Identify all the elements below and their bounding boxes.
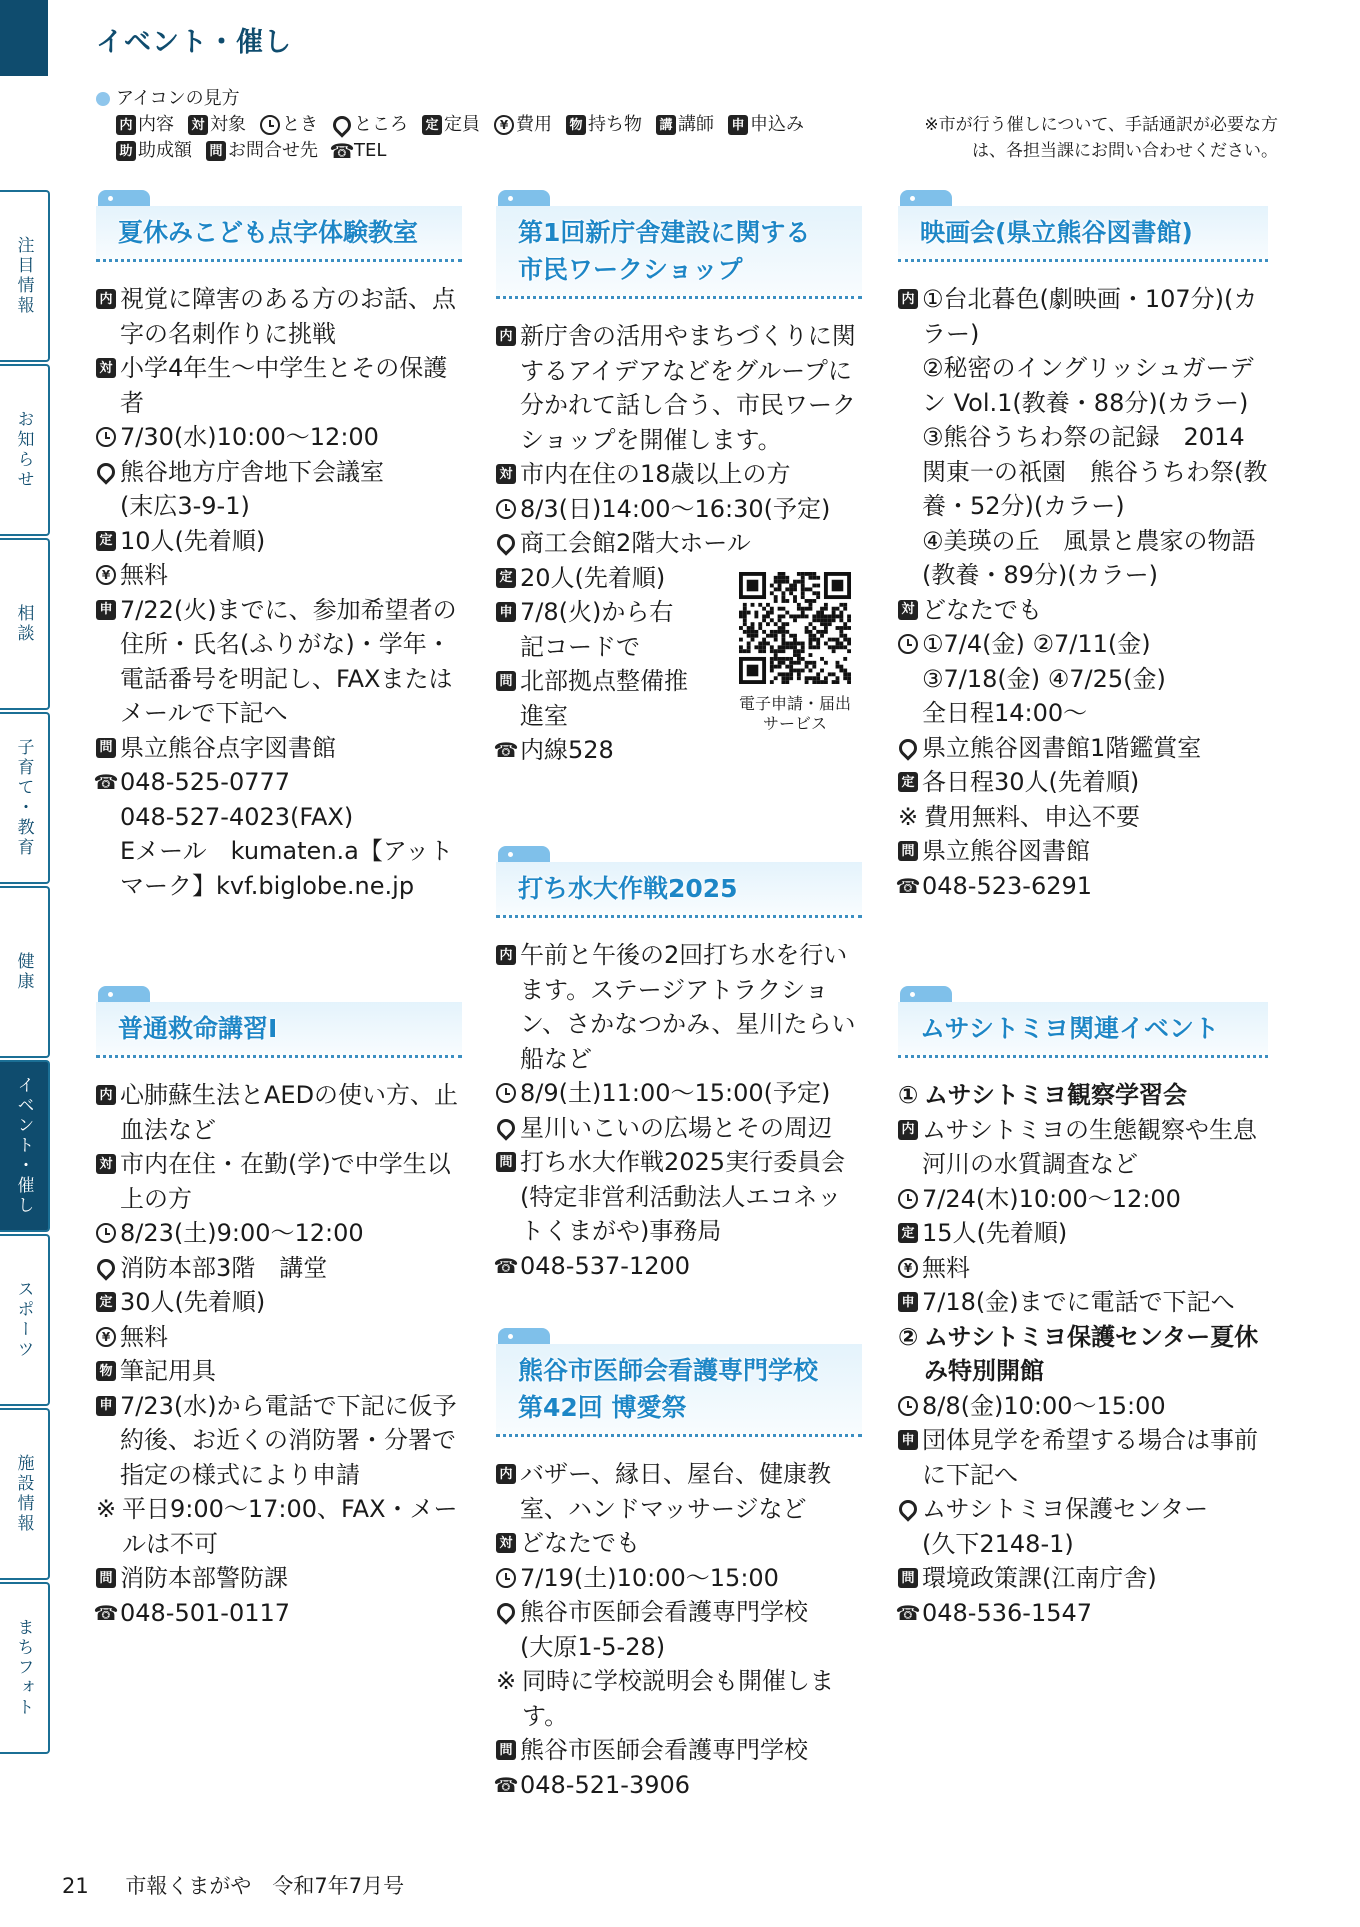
side-tab-label: スポーツ — [13, 1280, 34, 1360]
legend-item — [260, 112, 318, 138]
info-text: 7/24(木)10:00～12:00 — [922, 1184, 1181, 1213]
content-icon: 内 — [116, 115, 136, 135]
info-row — [96, 1078, 462, 1147]
info-text: ①7/4(金) ②7/11(金) ③7/18(金) ④7/25(金) 全日程14:00～ — [922, 630, 1166, 727]
legend-label: TEL — [354, 140, 387, 161]
qr-caption: 電子申請・届出 サービス — [738, 694, 851, 733]
info-text: 8/9(土)11:00～15:00(予定) — [520, 1079, 831, 1107]
yen-icon: ¥ — [898, 1258, 918, 1278]
info-text: ムサシトミヨ保護センター夏休み特別開館 — [924, 1322, 1259, 1385]
info-row — [898, 1216, 1268, 1251]
clock-icon — [496, 499, 516, 519]
note-mark-icon: ※ — [898, 802, 919, 831]
info-text: 環境政策課(江南庁舎) — [922, 1564, 1157, 1592]
legend-label: 申込み — [750, 114, 804, 135]
legend-item — [116, 112, 174, 138]
target-icon: 対 — [96, 358, 116, 378]
info-text: 内線528 — [520, 736, 614, 764]
circled-number-icon: ① — [898, 1081, 919, 1109]
info-row — [898, 1285, 1268, 1320]
side-tab[interactable] — [0, 1060, 50, 1232]
info-text: 市内在住・在勤(学)で中学生以上の方 — [120, 1150, 451, 1213]
info-text: 無料 — [120, 1322, 168, 1351]
info-row — [96, 1389, 462, 1493]
inquiry-icon: 問 — [96, 738, 116, 758]
info-row — [898, 1423, 1268, 1492]
info-text: 7/19(土)10:00～15:00 — [520, 1563, 779, 1592]
info-row — [96, 558, 462, 593]
bullet-dot-icon — [96, 92, 110, 106]
legend-label: 持ち物 — [588, 114, 642, 135]
info-row — [96, 1285, 462, 1320]
section-movie-screening — [895, 190, 1268, 903]
capacity-icon: 定 — [422, 115, 442, 135]
yen-icon: ¥ — [96, 1327, 116, 1347]
application-icon: 申 — [496, 602, 516, 622]
info-row — [496, 1526, 862, 1561]
info-text: 7/22(火)までに、参加希望者の住所・氏名(ふりがな)・学年・電話番号を明記し、FAXまたはメールで下記へ — [120, 595, 457, 727]
info-row — [96, 1354, 462, 1389]
info-row — [898, 1561, 1268, 1596]
clock-icon — [898, 634, 918, 654]
info-row — [496, 1595, 862, 1664]
info-row — [895, 869, 1268, 904]
info-text: 県立熊谷図書館1階鑑賞室 — [922, 733, 1202, 762]
clock-icon — [496, 1568, 516, 1588]
info-text: 048-537-1200 — [520, 1251, 691, 1280]
section-uchimizu-event — [493, 846, 862, 1283]
info-row — [493, 1768, 862, 1803]
phone-icon: ☎ — [493, 1253, 519, 1278]
location-pin-icon — [96, 1258, 116, 1278]
info-text: 7/18(金)までに電話で下記へ — [922, 1288, 1235, 1316]
sub-event-heading — [898, 1078, 1268, 1113]
info-row — [96, 1216, 462, 1251]
info-row — [93, 1596, 462, 1631]
info-text: 048-525-0777 048-527-4023(FAX) Eメール kumaten.a【アットマーク】kvf.biglobe.ne.jp — [120, 768, 454, 900]
info-text: 平日9:00～17:00、FAX・メールは不可 — [122, 1495, 458, 1558]
location-pin-icon — [898, 738, 918, 758]
info-text: 15人(先着順) — [922, 1219, 1068, 1247]
inquiry-icon: 問 — [898, 1568, 918, 1588]
info-row — [96, 351, 462, 420]
section-title: 普通救命講習Ⅰ — [118, 1014, 278, 1043]
info-text: 同時に学校説明会も開催します。 — [522, 1667, 834, 1730]
legend-item — [116, 138, 192, 164]
info-row — [898, 593, 1268, 628]
lecturer-icon: 講 — [656, 115, 676, 135]
qr-code[interactable] — [739, 572, 851, 684]
side-tab[interactable] — [0, 190, 50, 362]
side-tab[interactable] — [0, 538, 50, 710]
belongings-icon: 物 — [96, 1361, 116, 1381]
info-row — [496, 938, 862, 1076]
legend-label: 費用 — [516, 114, 552, 135]
yen-icon: ¥ — [494, 115, 514, 135]
phone-icon: ☎ — [895, 1600, 921, 1625]
target-icon: 対 — [898, 600, 918, 620]
capacity-icon: 定 — [96, 1292, 116, 1312]
section-title: 打ち水大作戦2025 — [518, 874, 738, 903]
legend-item — [566, 112, 642, 138]
application-icon: 申 — [96, 1396, 116, 1416]
info-text: 8/23(土)9:00～12:00 — [120, 1219, 364, 1247]
side-tab-label: 子育て・教育 — [13, 738, 34, 858]
side-tab[interactable] — [0, 1234, 50, 1406]
legend-label: 講師 — [678, 114, 714, 135]
info-text: 各日程30人(先着順) — [922, 768, 1140, 796]
info-text: 7/8(火)から右 記コードで — [520, 598, 674, 661]
info-row — [496, 492, 862, 527]
info-row — [898, 1113, 1268, 1182]
info-text: 無料 — [922, 1253, 970, 1282]
info-row — [96, 282, 462, 351]
section-header — [496, 1328, 862, 1437]
section-musashitomiyo-events — [895, 986, 1268, 1630]
section-nursing-school-festival — [493, 1328, 862, 1802]
info-row — [496, 319, 862, 457]
info-text: 熊谷市医師会看護専門学校 — [520, 1736, 808, 1764]
info-row — [96, 1251, 462, 1286]
section-first-aid-course — [93, 986, 462, 1630]
capacity-icon: 定 — [96, 531, 116, 551]
side-tab-label: イベント・催し — [13, 1076, 34, 1216]
info-row — [96, 593, 462, 731]
legend-item — [332, 112, 408, 138]
section-title: 夏休みこども点字体験教室 — [118, 218, 419, 247]
info-text: 小学4年生～中学生とその保護者 — [120, 354, 448, 417]
content-icon: 内 — [96, 1085, 116, 1105]
side-tab[interactable] — [0, 886, 50, 1058]
note-mark-icon: ※ — [96, 1495, 117, 1523]
clock-icon — [496, 1083, 516, 1103]
side-tab-label: 相談 — [13, 604, 34, 644]
info-text: 048-501-0117 — [120, 1598, 291, 1627]
info-row — [96, 731, 462, 766]
page-number: 21 — [62, 1874, 89, 1898]
legend-label: 定員 — [444, 114, 480, 135]
info-text: ムサシトミヨの生態観察や生息河川の水質調査など — [922, 1115, 1258, 1178]
legend-item — [728, 112, 804, 138]
info-row — [898, 731, 1268, 766]
info-row — [895, 1596, 1268, 1631]
info-text: 熊谷地方庁舎地下会議室 (末広3-9-1) — [120, 457, 384, 520]
info-row — [496, 526, 862, 561]
info-row — [96, 420, 462, 455]
info-text: 団体見学を希望する場合は事前に下記へ — [922, 1426, 1258, 1489]
section-title: 熊谷市医師会看護専門学校 第42回 博愛祭 — [518, 1356, 819, 1422]
phone-icon: ☎ — [93, 770, 119, 794]
legend-label: ところ — [354, 114, 408, 135]
info-row — [96, 524, 462, 559]
info-row — [898, 800, 1268, 835]
target-icon: 対 — [496, 464, 516, 484]
section-braille-class — [93, 190, 462, 903]
info-text: どなたでも — [520, 1529, 640, 1557]
info-text: 心肺蘇生法とAEDの使い方、止血法など — [120, 1081, 459, 1144]
side-tab[interactable] — [0, 364, 50, 536]
side-tab[interactable] — [0, 712, 50, 884]
location-pin-icon — [898, 1499, 918, 1519]
phone-icon: ☎ — [93, 1600, 119, 1625]
info-text: 視覚に障害のある方のお話、点字の名刺作りに挑戦 — [120, 285, 456, 348]
sign-language-notice: ※市が行う催しについて、手話通訳が必要な方は、各担当課にお問い合わせください。 — [924, 115, 1278, 161]
info-row — [898, 1389, 1268, 1424]
section-title: ムサシトミヨ関連イベント — [920, 1014, 1220, 1043]
application-icon: 申 — [898, 1430, 918, 1450]
legend-item — [656, 112, 714, 138]
side-tab-label: 注目情報 — [13, 236, 34, 316]
info-row — [496, 1145, 862, 1249]
info-text: 048-536-1547 — [922, 1598, 1093, 1627]
legend-item — [329, 138, 387, 164]
inquiry-icon: 問 — [496, 671, 516, 691]
info-text: 県立熊谷点字図書館 — [120, 733, 336, 762]
info-row — [496, 1664, 862, 1733]
clock-icon — [260, 115, 280, 135]
side-tab-label: 施設情報 — [13, 1454, 34, 1534]
info-text: 熊谷市医師会看護専門学校 (大原1-5-28) — [520, 1598, 808, 1661]
info-text: 20人(先着順) — [520, 563, 666, 592]
section-title: 第1回新庁舎建設に関する 市民ワークショップ — [518, 218, 811, 284]
info-text: 費用無料、申込不要 — [924, 802, 1140, 831]
content-icon: 内 — [898, 289, 918, 309]
info-text: 048-521-3906 — [520, 1770, 691, 1799]
inquiry-icon: 問 — [898, 841, 918, 861]
info-text: 無料 — [120, 561, 168, 589]
corner-block — [0, 0, 48, 76]
yen-icon: ¥ — [96, 565, 116, 585]
side-tab-label: まちフォト — [13, 1618, 34, 1718]
capacity-icon: 定 — [898, 772, 918, 792]
location-pin-icon — [96, 462, 116, 482]
info-row — [96, 1561, 462, 1596]
page-footer — [62, 1870, 404, 1900]
info-row — [96, 1492, 462, 1561]
content-icon: 内 — [96, 289, 116, 309]
info-text: 打ち水大作戦2025実行委員会(特定非営利活動法人エコネットくまがや)事務局 — [520, 1148, 846, 1245]
info-row — [496, 457, 862, 492]
info-row — [496, 1457, 862, 1526]
info-text: 星川いこいの広場とその周辺 — [520, 1113, 832, 1142]
application-icon: 申 — [898, 1292, 918, 1312]
inquiry-icon: 問 — [206, 141, 226, 161]
info-row — [96, 1147, 462, 1216]
legend-label: お問合せ先 — [228, 140, 318, 161]
info-text: 8/8(金)10:00～15:00 — [922, 1391, 1166, 1420]
info-row — [898, 765, 1268, 800]
info-text: 8/3(日)14:00～16:30(予定) — [520, 494, 831, 523]
capacity-icon: 定 — [898, 1223, 918, 1243]
info-row — [496, 1111, 862, 1146]
info-text: ムサシトミヨ観察学習会 — [924, 1081, 1188, 1109]
target-icon: 対 — [188, 115, 208, 135]
content-icon: 内 — [496, 1464, 516, 1484]
legend-item — [422, 112, 480, 138]
clock-icon — [898, 1189, 918, 1209]
info-text: 県立熊谷図書館 — [922, 837, 1090, 865]
phone-icon: ☎ — [329, 139, 355, 163]
section-header — [496, 846, 862, 918]
info-text: 7/23(水)から電話で下記に仮予約後、お近くの消防署・分署で指定の様式により申請 — [120, 1391, 457, 1489]
capacity-icon: 定 — [496, 568, 516, 588]
info-text: 北部拠点整備推 進室 — [520, 667, 688, 730]
legend-item — [188, 112, 246, 138]
info-text: 7/30(水)10:00～12:00 — [120, 423, 379, 451]
info-row — [898, 282, 1268, 593]
legend-label: 内容 — [138, 114, 174, 135]
inquiry-icon: 問 — [496, 1152, 516, 1172]
side-tab[interactable] — [0, 1582, 50, 1754]
application-icon: 申 — [96, 600, 116, 620]
inquiry-icon: 問 — [496, 1740, 516, 1760]
info-text: 新庁舎の活用やまちづくりに関するアイデアなどをグループに分かれて話し合う、市民ワークショップを開催します。 — [520, 322, 856, 454]
target-icon: 対 — [96, 1154, 116, 1174]
clock-icon — [898, 1396, 918, 1416]
legend-title: アイコンの見方 — [116, 88, 240, 109]
legend-item — [494, 112, 552, 138]
sub-event-heading — [898, 1320, 1268, 1389]
target-icon: 対 — [496, 1533, 516, 1553]
info-row — [898, 627, 1268, 731]
application-icon: 申 — [728, 115, 748, 135]
info-text: ①台北暮色(劇映画・107分)(カラー) ②秘密のイングリッシュガーデン Vol.1(教養・88分)(カラー) ③熊谷うちわ祭の記録 2014 関東一の祇園 熊谷うちわ祭(教養・52分)(カラー) ④美瑛の丘 風景と農家の物語(教養・89分)(カラー) — [922, 285, 1268, 589]
section-title: 映画会(県立熊谷図書館) — [920, 218, 1193, 247]
info-text: どなたでも — [922, 595, 1042, 624]
content-icon: 内 — [496, 945, 516, 965]
section-header — [96, 986, 462, 1058]
info-text: 市内在住の18歳以上の方 — [520, 460, 791, 488]
content-icon: 内 — [898, 1120, 918, 1140]
info-text: 048-523-6291 — [922, 871, 1093, 900]
section-header — [496, 190, 862, 299]
info-row — [96, 1320, 462, 1355]
legend-label: とき — [282, 114, 318, 135]
side-tab[interactable] — [0, 1408, 50, 1580]
circled-number-icon: ② — [898, 1322, 919, 1351]
content-icon: 内 — [496, 326, 516, 346]
belongings-icon: 物 — [566, 115, 586, 135]
info-row — [496, 1076, 862, 1111]
info-text: ムサシトミヨ保護センター (久下2148-1) — [922, 1495, 1209, 1558]
publication-name: 市報くまがや 令和7年7月号 — [125, 1874, 405, 1898]
legend-label: 助成額 — [138, 140, 192, 161]
info-row — [898, 1251, 1268, 1286]
clock-icon — [96, 427, 116, 447]
info-row — [898, 1492, 1268, 1561]
info-text: 午前と午後の2回打ち水を行います。ステージアトラクション、さかなつかみ、星川たらい船など — [520, 941, 856, 1073]
phone-icon: ☎ — [895, 873, 921, 898]
side-tab-label: 健康 — [13, 952, 34, 992]
location-pin-icon — [332, 115, 352, 135]
info-row — [493, 733, 862, 768]
subsidy-icon: 助 — [116, 141, 136, 161]
clock-icon — [96, 1223, 116, 1243]
info-row — [898, 1182, 1268, 1217]
section-header — [96, 190, 462, 262]
phone-icon: ☎ — [493, 1772, 519, 1797]
info-text: 10人(先着順) — [120, 526, 266, 555]
info-text: 30人(先着順) — [120, 1288, 266, 1316]
info-row — [898, 834, 1268, 869]
inquiry-icon: 問 — [96, 1568, 116, 1588]
location-pin-icon — [496, 1118, 516, 1138]
info-text: 筆記用具 — [120, 1357, 216, 1385]
note-mark-icon: ※ — [496, 1667, 517, 1695]
info-row — [96, 455, 462, 524]
info-text: 消防本部3階 講堂 — [120, 1253, 328, 1282]
location-pin-icon — [496, 1602, 516, 1622]
info-row — [496, 1733, 862, 1768]
legend-label: 対象 — [210, 114, 246, 135]
legend-item — [206, 138, 318, 164]
section-header — [898, 190, 1268, 262]
info-row — [496, 1561, 862, 1596]
info-row — [493, 1249, 862, 1284]
location-pin-icon — [496, 533, 516, 553]
side-navigation — [0, 190, 50, 1756]
phone-icon: ☎ — [493, 738, 519, 762]
qr-code-block — [720, 572, 870, 734]
info-text: バザー、縁日、屋台、健康教室、ハンドマッサージなど — [520, 1460, 832, 1523]
info-text: 商工会館2階大ホール — [520, 529, 751, 557]
page-title: イベント・催し — [96, 27, 292, 58]
info-row — [93, 765, 462, 903]
section-header — [898, 986, 1268, 1058]
info-text: 消防本部警防課 — [120, 1564, 288, 1592]
side-tab-label: お知らせ — [13, 410, 34, 490]
